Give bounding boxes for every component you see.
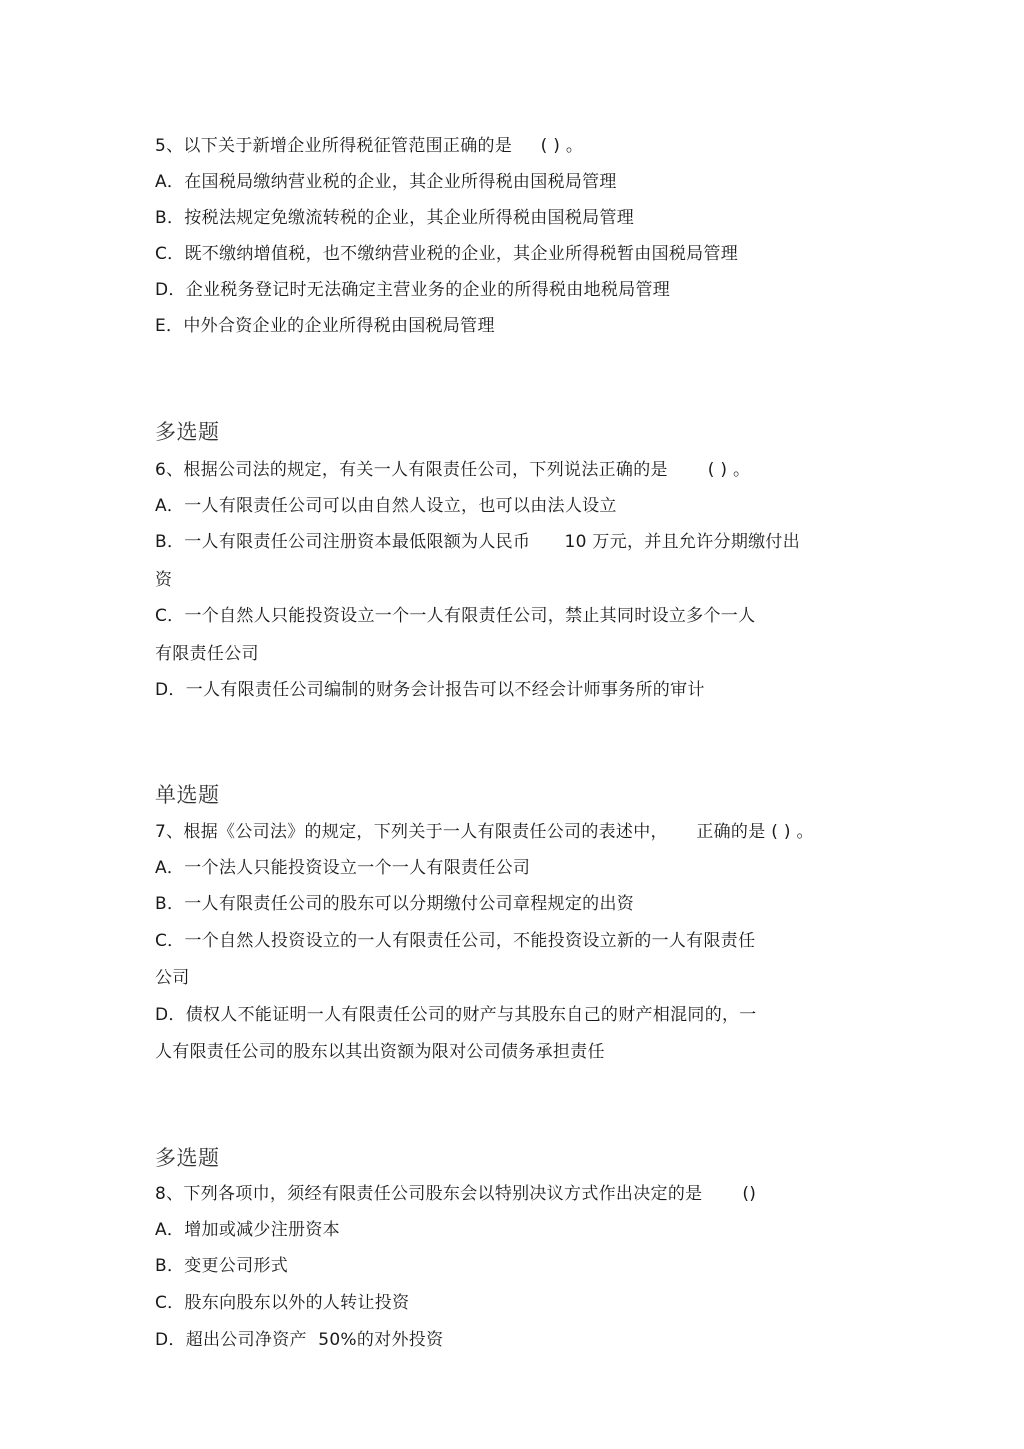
question-6-stem: 6、根据公司法的规定，有关一人有限责任公司，下列说法正确的是 ( ) 。 (155, 460, 751, 480)
question-7-option-c-cont: 公司 (155, 968, 190, 988)
question-5-option-a: A．在国税局缴纳营业税的企业，其企业所得税由国税局管理 (155, 172, 617, 192)
question-5-stem: 5、以下关于新增企业所得税征管范围正确的是 ( ) 。 (155, 136, 584, 156)
question-7-option-d: D．债权人不能证明一人有限责任公司的财产与其股东自己的财产相混同的，一 (155, 1005, 757, 1025)
question-7-stem: 7、根据《公司法》的规定，下列关于一人有限责任公司的表述中， 正确的是 ( ) 。 (155, 822, 814, 842)
question-8-option-d: D．超出公司净资产 50%的对外投资 (155, 1330, 444, 1350)
question-6-option-b: B．一人有限责任公司注册资本最低限额为人民币 10 万元，并且允许分期缴付出 (155, 532, 801, 552)
question-5-option-d: D．企业税务登记时无法确定主营业务的企业的所得税由地税局管理 (155, 280, 671, 300)
question-8-stem: 8、下列各项巾，须经有限责任公司股东会以特别决议方式作出决定的是 () (155, 1184, 757, 1204)
question-7-option-b: B．一人有限责任公司的股东可以分期缴付公司章程规定的出资 (155, 894, 635, 914)
question-5-option-b: B．按税法规定免缴流转税的企业，其企业所得税由国税局管理 (155, 208, 635, 228)
question-5-option-c: C．既不缴纳增值税，也不缴纳营业税的企业，其企业所得税暂由国税局管理 (155, 244, 739, 264)
question-8-option-a: A．增加或减少注册资本 (155, 1220, 340, 1240)
question-6-option-a: A．一人有限责任公司可以由自然人设立，也可以由法人设立 (155, 496, 617, 516)
question-7-option-d-cont: 人有限责任公司的股东以其出资额为限对公司债务承担责任 (155, 1042, 605, 1062)
question-8-type-heading: 多选题 (155, 1146, 220, 1170)
question-8-option-c: C．股东向股东以外的人转让投资 (155, 1293, 410, 1313)
question-5-option-e: E．中外合资企业的企业所得税由国税局管理 (155, 316, 495, 336)
question-6-option-b-cont: 资 (155, 570, 173, 590)
question-8-option-b: B．变更公司形式 (155, 1256, 289, 1276)
question-6-option-c: C．一个自然人只能投资设立一个一人有限责任公司，禁止其同时设立多个一人 (155, 606, 756, 626)
question-7-option-a: A．一个法人只能投资设立一个一人有限责任公司 (155, 858, 531, 878)
question-7-type-heading: 单选题 (155, 783, 220, 807)
question-6-option-d: D．一人有限责任公司编制的财务会计报告可以不经会计师事务所的审计 (155, 680, 705, 700)
question-6-option-c-cont: 有限责任公司 (155, 644, 259, 664)
question-7-option-c: C．一个自然人投资设立的一人有限责任公司，不能投资设立新的一人有限责任 (155, 931, 756, 951)
question-6-type-heading: 多选题 (155, 420, 220, 444)
